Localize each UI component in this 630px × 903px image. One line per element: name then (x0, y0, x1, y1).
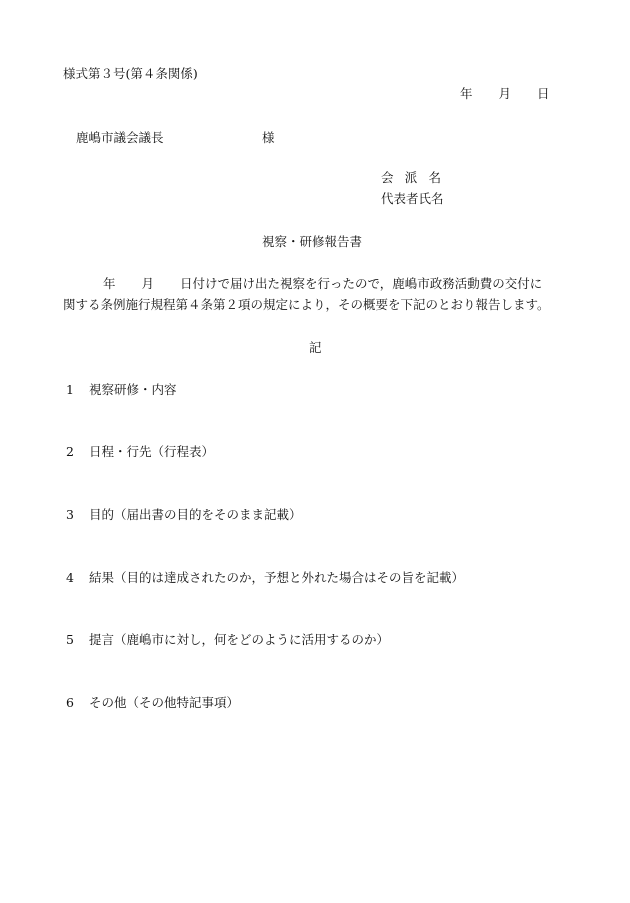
ki-heading: 記 (309, 340, 322, 355)
item-text: 日程・行先（行程表） (89, 444, 215, 459)
form-number: 様式第３号(第４条関係) (63, 66, 198, 81)
body-text-line-1 (103, 278, 542, 291)
item-number: 6 (66, 695, 74, 710)
item-number: 4 (66, 570, 74, 585)
item-text: 提言（鹿嶋市に対し，何をどのように活用するのか） (89, 632, 390, 647)
item-text: 目的（届出書の目的をそのまま記載） (89, 507, 302, 522)
date-day-label: 日 (537, 86, 550, 101)
body-month-label: 月 (141, 276, 155, 291)
addressee-honorific: 様 (262, 130, 275, 145)
list-item (66, 572, 464, 585)
item-number: 1 (66, 382, 74, 397)
document-title: 視察・研修報告書 (262, 234, 363, 249)
item-number: 2 (66, 444, 74, 459)
item-text: 結果（目的は達成されたのか，予想と外れた場合はその旨を記載） (89, 570, 465, 585)
body-year-label: 年 (103, 276, 116, 291)
addressee-name: 鹿嶋市議会議長 (76, 130, 164, 145)
date-line (460, 88, 550, 101)
item-number: 3 (66, 507, 74, 522)
list-item (66, 509, 302, 522)
date-year-label: 年 (460, 86, 473, 101)
body-line-1-rest: 日付けで届け出た視察を行ったので，鹿嶋市政務活動費の交付に (180, 276, 543, 291)
date-month-label: 月 (498, 86, 512, 101)
list-item (66, 697, 239, 710)
item-number: 5 (66, 632, 74, 647)
representative-name-label: 代表者氏名 (381, 191, 444, 206)
body-text-line-2: 関する条例施行規程第４条第２項の規定により，その概要を下記のとおり報告します。 (63, 297, 550, 312)
item-text: その他（その他特記事項） (89, 695, 240, 710)
list-item (66, 446, 214, 459)
item-text: 視察研修・内容 (89, 382, 177, 397)
list-item (66, 634, 389, 647)
list-item (66, 384, 177, 397)
faction-name-label: 会派名 (381, 170, 453, 185)
